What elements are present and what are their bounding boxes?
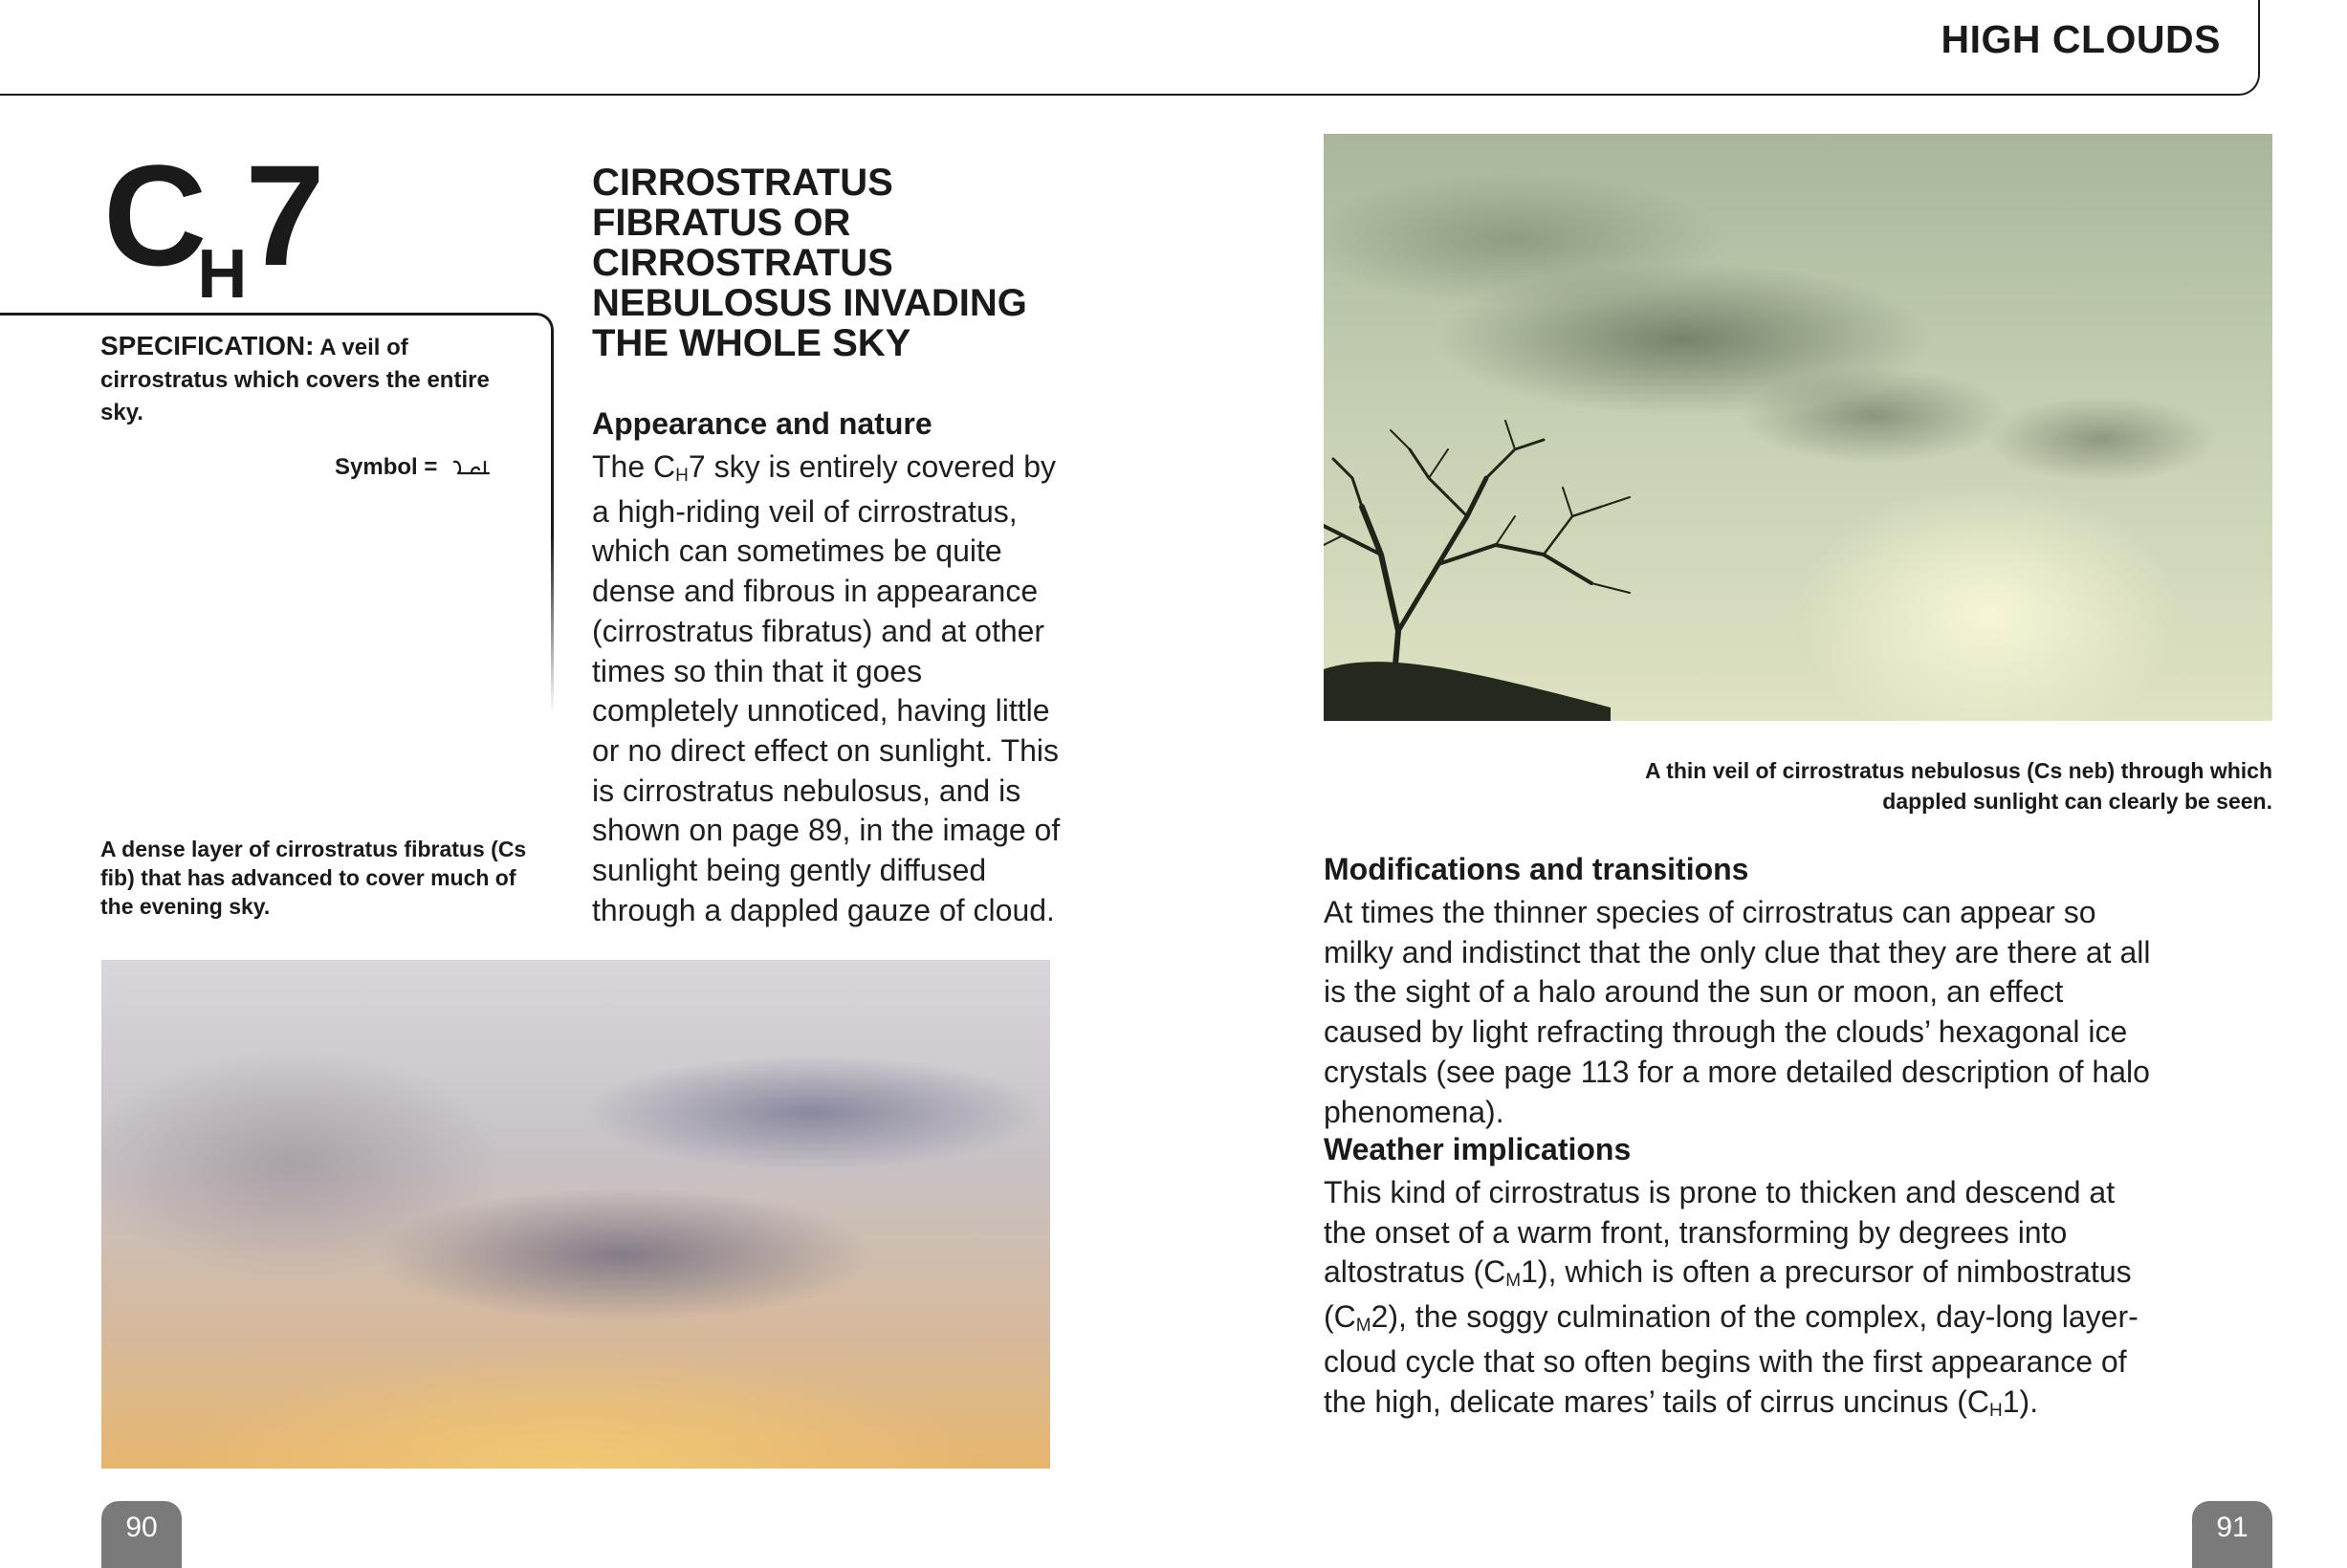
weather-heading: Weather implications	[1324, 1132, 1632, 1166]
cloud-code	[103, 135, 321, 313]
weather-text	[1324, 1173, 2165, 1426]
symbol-label: Symbol =	[335, 454, 438, 480]
right-photo-caption: A thin veil of cirrostratus nebulosus (Cs neb) through which dappled sunlight can clearly be seen.	[1645, 758, 2272, 814]
weather-subscript: M	[1355, 1316, 1371, 1337]
weather-subscript: H	[1989, 1400, 2003, 1421]
appearance-text-rest: 7 sky is entirely covered by a high-riding veil of cirrostratus, which can sometimes be quite dense and fibrous in appearance (cirrostratus fibratus) and at other times so thin that it goes completely unnoticed, having little or no direct effect on sunlight. This is cirrostratus nebulosus, and is shown on page 89, in the image of sunlight being gently diffused through a dappled gauze of cloud.	[592, 449, 1061, 927]
appearance-text	[592, 447, 1061, 930]
cirrostratus-fibratus-photo	[101, 960, 1050, 1469]
appearance-text-part: The C	[592, 449, 676, 484]
symbol-row	[335, 454, 493, 481]
page-title: CIRROSTRATUS FIBRATUS OR CIRROSTRATUS NEBULOSUS INVADING THE WHOLE SKY	[592, 162, 1027, 364]
left-photo-caption: A dense layer of cirrostratus fibratus (Cs fib) that has advanced to cover much of the evening sky.	[100, 837, 527, 919]
appearance-subscript: H	[675, 466, 689, 486]
cirrostratus-symbol-icon	[450, 456, 493, 479]
modifications-text: At times the thinner species of cirrostratus can appear so milky and indistinct that the only clue that they are there at all is the sight of a halo around the sun or moon, an effect caused by light refracting through the clouds’ hexagonal ice crystals (see page 113 for a more detailed description of halo phenomena).	[1324, 895, 2151, 1129]
modifications-heading: Modifications and transitions	[1324, 852, 1749, 886]
weather-text-part: 2), the soggy culmination of the complex, day-long layer-cloud cycle that so often begins with the first appearance of the high, delicate mares’ tails of cirrus uncinus (C	[1324, 1299, 2139, 1419]
weather-text-part: This kind of cirrostratus is prone to thicken and descend at the onset of a warm front, transforming by degrees into altostratus (C	[1324, 1175, 2116, 1290]
appearance-heading: Appearance and nature	[592, 406, 932, 441]
tree-silhouette-icon	[1324, 134, 2272, 721]
weather-subscript: M	[1505, 1271, 1522, 1292]
weather-text-part: 1).	[2002, 1383, 2039, 1419]
code-subscript: H	[197, 236, 244, 313]
weather-text-part: 1), which is often a precursor of nimbostratus (C	[1324, 1254, 2132, 1335]
code-number: 7	[245, 135, 321, 295]
page-number-left: 90	[101, 1501, 182, 1568]
specification	[100, 330, 502, 429]
specification-lead: SPECIFICATION:	[100, 331, 315, 360]
page-number-right: 91	[2192, 1501, 2272, 1568]
header-band	[0, 0, 2260, 96]
running-head: HIGH CLOUDS	[1941, 17, 2221, 61]
specification-text: A veil of cirrostratus which covers the entire sky.	[100, 335, 490, 425]
code-letter: C	[103, 135, 204, 295]
cirrostratus-nebulosus-photo	[1324, 134, 2272, 721]
